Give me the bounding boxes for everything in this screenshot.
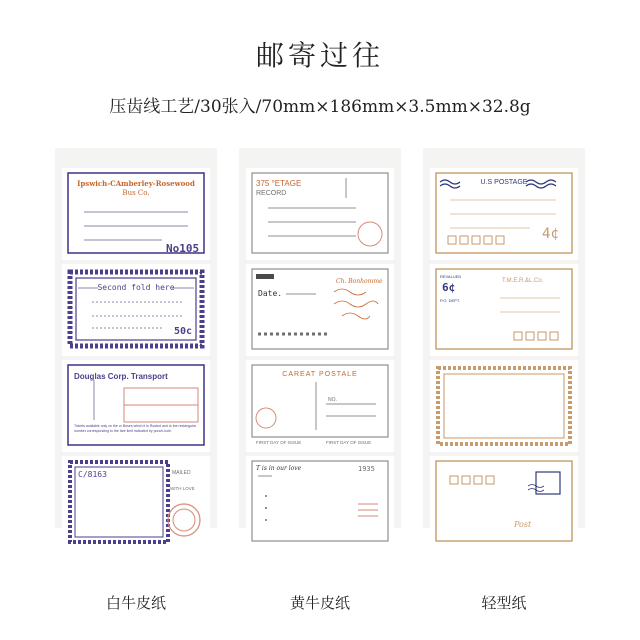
perforated-frame-card: [430, 360, 578, 452]
date-label: Date.: [258, 289, 283, 298]
column-light-paper: [423, 148, 585, 528]
company-heading: T.M.E.R.&L.Co.: [502, 278, 544, 284]
transport-card: [62, 360, 210, 452]
postcard-no-label: NO.: [328, 397, 337, 403]
post-stamp-text: Post: [514, 520, 532, 529]
revalued-value: 6¢: [442, 281, 456, 294]
airmail-card: [430, 456, 578, 548]
record-heading: 375 °ETAGE: [256, 179, 302, 188]
mail-stamp-card: [62, 456, 210, 548]
label-yellow-kraft: 黄牛皮纸: [289, 594, 350, 612]
label-light-paper: 轻型纸: [481, 594, 527, 612]
serial-number: C/8163: [78, 470, 107, 479]
postcard-heading: CAREAT POSTALE: [282, 371, 358, 378]
love-note-year: 1935: [358, 465, 375, 473]
price-value: 50c: [174, 326, 193, 337]
revalued-card: [430, 264, 578, 356]
transport-heading: Douglas Corp. Transport: [74, 372, 168, 381]
label-white-kraft: 白牛皮纸: [105, 594, 166, 612]
love-note-heading: T is in our love: [256, 465, 302, 472]
ticket-heading: Ipswich-CAmberley-Rosewood: [77, 179, 195, 188]
record-subheading: RECORD: [256, 190, 287, 197]
ticket-card: [62, 168, 210, 260]
page-title: 邮寄过往: [255, 39, 384, 72]
ticket-number: No105: [166, 242, 200, 255]
mailed-label: MAILED: [172, 470, 191, 476]
postcard-card: [246, 360, 394, 452]
dated-letter-card: [246, 264, 394, 356]
postage-value: 4¢: [542, 226, 559, 242]
first-day-left: FIRST DAY OF ISSUE: [256, 440, 302, 445]
column-white-kraft: [55, 148, 217, 528]
love-note-card: [246, 456, 394, 548]
first-day-right: FIRST DAY OF ISSUE: [326, 440, 372, 445]
us-postage-card: [430, 168, 578, 260]
fold-instruction: Second fold here: [97, 283, 175, 292]
transport-note: Tickets available only on the or Buses which it is Routed and to the rectangular number corresponding to the fare limit indicated by punch-hole.: [74, 424, 197, 433]
po-dept-label: P.O. DEPT.: [440, 298, 460, 303]
with-love-label: WITH LOVE: [170, 486, 195, 491]
us-postage-heading: U.S POSTAGE: [480, 179, 528, 186]
stamp-frame-card: [62, 264, 210, 356]
revalued-label: REVALUED: [440, 274, 462, 279]
script-signature: Ch. Bonhomme: [336, 278, 383, 285]
column-yellow-kraft: [239, 148, 401, 528]
product-specs: 压齿线工艺/30张入/70mm×186mm×3.5mm×32.8g: [109, 97, 531, 117]
ticket-subheading: Bus Co.: [122, 189, 150, 197]
record-card: [246, 168, 394, 260]
